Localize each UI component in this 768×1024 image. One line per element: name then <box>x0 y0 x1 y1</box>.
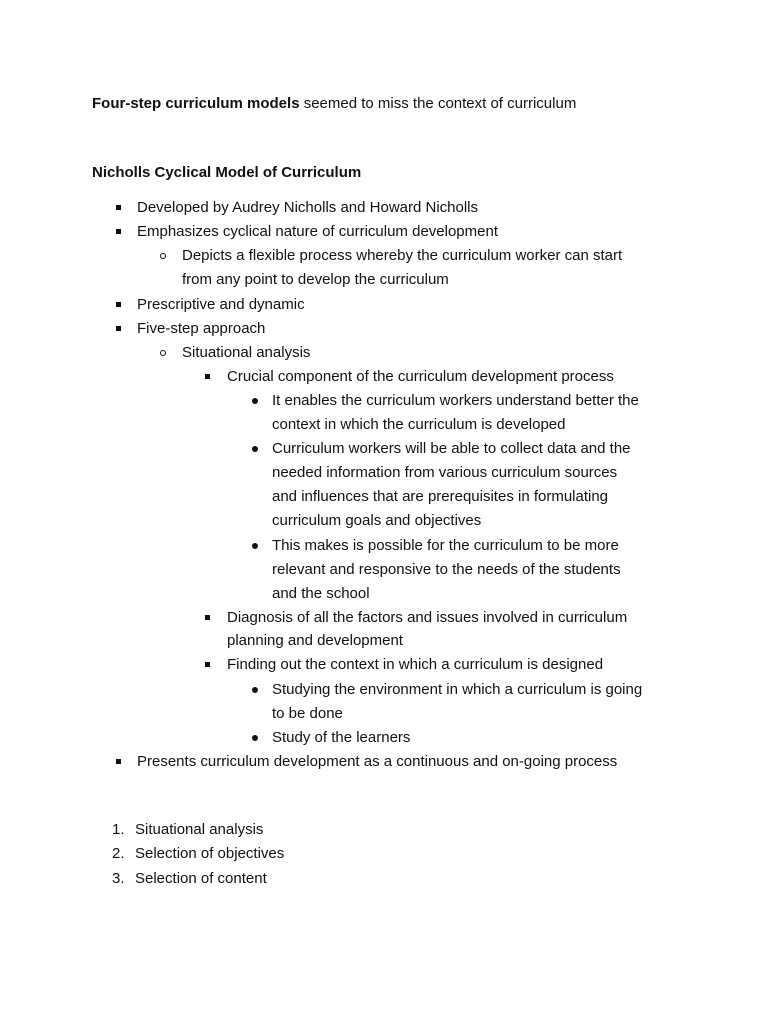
list-item-emphasizes: Emphasizes cyclical nature of curriculum development <box>137 223 498 240</box>
list-item-five-step: Five-step approach <box>137 320 266 337</box>
square-bullet-icon <box>116 759 121 764</box>
list-item-possible-line2: relevant and responsive to the needs of the students <box>272 561 621 578</box>
list-item-prescriptive: Prescriptive and dynamic <box>137 296 305 313</box>
list-item-depicts-line1: Depicts a flexible process whereby the curriculum worker can start <box>182 247 623 264</box>
square-bullet-icon <box>116 229 121 234</box>
square-bullet-icon <box>116 205 121 210</box>
dot-bullet-icon <box>252 446 258 452</box>
list-number: 1. <box>112 821 125 838</box>
list-item-presents: Presents curriculum development as a continuous and on-going process <box>137 753 618 770</box>
square-bullet-icon <box>205 374 210 379</box>
list-item-depicts-line2: from any point to develop the curriculum <box>182 271 449 288</box>
list-item-finding: Finding out the context in which a curriculum is designed <box>227 656 604 673</box>
square-bullet-icon <box>205 662 210 667</box>
numbered-item-1: Situational analysis <box>135 821 264 838</box>
section-heading: Nicholls Cyclical Model of Curriculum <box>92 164 362 181</box>
list-number: 3. <box>112 870 125 887</box>
hollow-circle-bullet-icon <box>160 350 166 356</box>
list-item-studying-line2: to be done <box>272 705 343 722</box>
list-item-collect-line2: needed information from various curriculum sources <box>272 464 618 481</box>
list-item-developed-by: Developed by Audrey Nicholls and Howard Nicholls <box>137 199 479 216</box>
list-item-possible-line3: and the school <box>272 585 370 602</box>
numbered-item-3: Selection of content <box>135 870 267 887</box>
list-item-enables-line2: context in which the curriculum is developed <box>272 416 566 433</box>
numbered-item-2: Selection of objectives <box>135 845 285 862</box>
list-item-possible-line1: This makes is possible for the curriculum to be more <box>272 537 619 554</box>
list-item-collect-line1: Curriculum workers will be able to collect data and the <box>272 440 631 457</box>
intro-line <box>92 94 576 114</box>
list-item-collect-line3: and influences that are prerequisites in formulating <box>272 488 609 505</box>
square-bullet-icon <box>116 326 121 331</box>
intro-rest-text: seemed to miss the context of curriculum <box>299 95 577 112</box>
hollow-circle-bullet-icon <box>160 253 166 259</box>
list-item-crucial: Crucial component of the curriculum development process <box>227 368 614 385</box>
dot-bullet-icon <box>252 735 258 741</box>
list-item-studying-line1: Studying the environment in which a curriculum is going <box>272 681 643 698</box>
list-item-diagnosis-line1: Diagnosis of all the factors and issues involved in curriculum <box>227 609 628 626</box>
list-number: 2. <box>112 845 125 862</box>
list-item-enables-line1: It enables the curriculum workers understand better the <box>272 392 639 409</box>
dot-bullet-icon <box>252 543 258 549</box>
square-bullet-icon <box>205 615 210 620</box>
intro-bold-text: Four-step curriculum models <box>92 95 300 112</box>
square-bullet-icon <box>116 302 121 307</box>
list-item-diagnosis-line2: planning and development <box>227 632 403 649</box>
list-item-collect-line4: curriculum goals and objectives <box>272 512 482 529</box>
dot-bullet-icon <box>252 398 258 404</box>
dot-bullet-icon <box>252 687 258 693</box>
list-item-situational: Situational analysis <box>182 344 311 361</box>
list-item-study-learners: Study of the learners <box>272 729 411 746</box>
